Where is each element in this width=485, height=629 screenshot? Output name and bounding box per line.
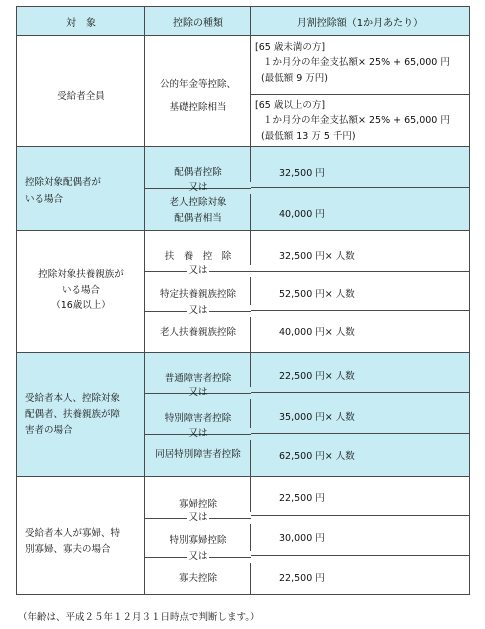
type-special-widow: 特別寡婦控除 xyxy=(169,535,227,546)
group-all-type-line2: 基礎控除相当 xyxy=(169,102,227,113)
type-elderly-dependent: 老人扶養親族控除 xyxy=(159,327,236,338)
amount-over65-minimum: (最低額 13 万 5 千円) xyxy=(261,131,356,142)
type-special-disabled: 特別障害者控除 xyxy=(164,413,232,424)
group-widow-target-line2: 別寡婦、寡夫の場合 xyxy=(25,544,111,555)
deduction-table xyxy=(16,6,470,595)
type-widow: 寡婦控除 xyxy=(178,499,217,510)
amount-over65-formula: １か月分の年金支払額× 25% + 65,000 円 xyxy=(263,115,450,126)
group-spouse-target-line2: いる場合 xyxy=(25,194,64,205)
amount-widower: 22,500 円 xyxy=(279,573,325,584)
amount-elderly-spouse: 40,000 円 xyxy=(279,209,325,220)
amount-under65-formula: １か月分の年金支払額× 25% + 65,000 円 xyxy=(263,57,450,68)
amount-cohabiting-special-disabled: 62,500 円× 人数 xyxy=(279,451,355,462)
group-disability-target-line3: 害者の場合 xyxy=(25,425,73,436)
type-disabled: 普通障害者控除 xyxy=(164,373,232,384)
amount-special-widow: 30,000 円 xyxy=(279,533,325,544)
amount-spouse: 32,500 円 xyxy=(279,168,325,179)
type-spouse-deduction: 配偶者控除 xyxy=(174,167,222,178)
or-separator: 又は xyxy=(145,305,251,317)
or-separator: 又は xyxy=(145,551,251,563)
type-widower: 寡夫控除 xyxy=(178,573,217,584)
or-separator: 又は xyxy=(145,512,251,524)
age-footnote: （年齢は、平成２５年１２月３１日時点で判断します。） xyxy=(18,612,260,623)
header-amount: 月割控除額（1か月あたり） xyxy=(251,7,469,35)
amount-disabled: 22,500 円× 人数 xyxy=(279,371,355,382)
amount-widow: 22,500 円 xyxy=(279,493,325,504)
or-separator: 又は xyxy=(145,387,251,399)
amount-elderly-dependent: 40,000 円× 人数 xyxy=(279,327,355,338)
amount-special-disabled: 35,000 円× 人数 xyxy=(279,412,355,423)
group-dependent-target-line1: 控除対象扶養親族が xyxy=(38,269,124,280)
type-cohabiting-special-disabled: 同居特別障害者控除 xyxy=(155,449,241,460)
type-elderly-spouse-line1: 老人控除対象 xyxy=(169,197,227,208)
or-separator: 又は xyxy=(145,182,251,194)
group-dependent-target-line2: いる場合 xyxy=(61,285,100,296)
type-elderly-spouse-line2: 配偶者相当 xyxy=(174,213,222,224)
group-disability-target-line2: 配偶者、扶養親族が障 xyxy=(25,409,121,420)
header-target: 対 象 xyxy=(17,7,145,35)
group-widow-target-line1: 受給者本人が寡婦、特 xyxy=(25,528,121,539)
amount-specific-dependent: 52,500 円× 人数 xyxy=(279,289,355,300)
group-all-type-line1: 公的年金等控除、 xyxy=(159,79,236,90)
amount-under65-heading: [65 歳未満の方] xyxy=(255,42,326,53)
group-spouse-target-line1: 控除対象配偶者が xyxy=(25,177,102,188)
type-dependent-deduction: 扶 養 控 除 xyxy=(164,251,232,262)
or-separator: 又は xyxy=(145,265,251,277)
header-type: 控除の種類 xyxy=(145,7,251,35)
amount-over65-heading: [65 歳以上の方] xyxy=(255,100,326,111)
group-disability-target-line1: 受給者本人、控除対象 xyxy=(25,393,121,404)
type-specific-dependent: 特定扶養親族控除 xyxy=(159,289,236,300)
group-dependent-target-line3: （16歳以上） xyxy=(51,300,111,311)
or-separator: 又は xyxy=(145,428,251,440)
group-all-target: 受給者全員 xyxy=(57,91,105,102)
amount-dependent: 32,500 円× 人数 xyxy=(279,251,355,262)
amount-under65-minimum: (最低額 9 万円) xyxy=(261,73,328,84)
